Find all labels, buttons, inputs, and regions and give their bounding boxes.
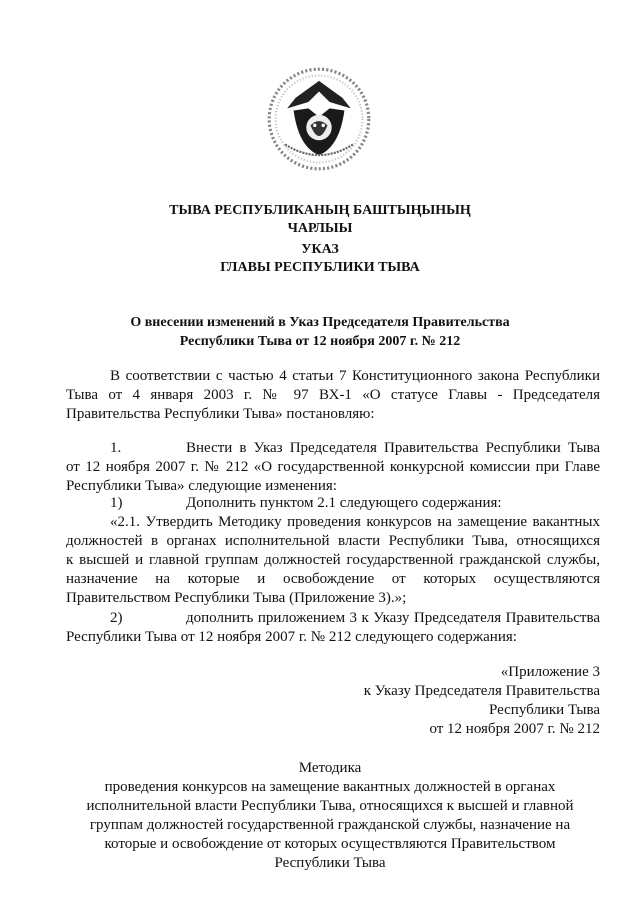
item-1-line bbox=[66, 439, 600, 458]
subitem-1 bbox=[66, 494, 600, 513]
methodology-title: Методика bbox=[298, 760, 362, 776]
header-line-republic: ТЫВА РЕСПУБЛИКАНЫҢ БАШТЫҢЫНЫҢ bbox=[169, 203, 471, 218]
header-line-charlyy: ЧАРЛЫЫ bbox=[287, 221, 353, 236]
methodology-heading bbox=[70, 759, 590, 873]
subitem-2-line: Республики Тыва от 12 ноября 2007 г. № 212 следующего содержания: bbox=[66, 629, 517, 645]
preamble-paragraph bbox=[66, 367, 600, 424]
subitem-1-text: Дополнить пунктом 2.1 следующего содержания: bbox=[186, 495, 502, 511]
item-1-line: от 12 ноября 2007 г. № 212 «О государственной конкурсной комиссии при Главе bbox=[66, 459, 600, 475]
methodology-line: Республики Тыва bbox=[274, 855, 386, 871]
subitem-2-number: 2) bbox=[110, 610, 123, 626]
item-1-text: Внести в Указ Председателя Правительства Республики Тыва bbox=[186, 440, 600, 456]
decree-issuer: ГЛАВЫ РЕСПУБЛИКИ ТЫВА bbox=[220, 260, 420, 275]
subject-line-2: Республики Тыва от 12 ноября 2007 г. № 212 bbox=[179, 334, 461, 349]
annex-reference bbox=[300, 663, 600, 739]
item-1-number: 1. bbox=[110, 440, 122, 456]
subitem-2 bbox=[66, 609, 600, 647]
methodology-line: проведения конкурсов на замещение вакантных должностей в органах bbox=[104, 779, 556, 795]
methodology-line: исполнительной власти Республики Тыва, относящихся к высшей и главной bbox=[86, 798, 574, 814]
subitem-1-line bbox=[66, 494, 600, 513]
annex-line: к Указу Председателя Правительства bbox=[363, 683, 600, 699]
item-1-line: Республики Тыва» следующие изменения: bbox=[66, 478, 337, 494]
preamble-line: В соответствии с частью 4 статьи 7 Конституционного закона Республики bbox=[110, 368, 600, 384]
clause-line: Правительством Республики Тыва (Приложение 3).»; bbox=[66, 590, 407, 606]
methodology-line: которые и освобождение от которых осуществляются Правительством bbox=[104, 836, 556, 852]
clause-line: назначение на которые и освобождение от которых осуществляются bbox=[66, 571, 600, 587]
methodology-line: группам должностей государственной гражданской службы, назначение на bbox=[89, 817, 571, 833]
coat-of-arms-emblem bbox=[266, 66, 372, 172]
item-1-paragraph bbox=[66, 439, 600, 496]
clause-line: к высшей и главной группам должностей государственной гражданской службы, bbox=[66, 552, 600, 568]
subitem-2-text: дополнить приложением 3 к Указу Председателя Правительства bbox=[186, 610, 600, 626]
subitem-1-number: 1) bbox=[110, 495, 123, 511]
decree-title: УКАЗ bbox=[301, 242, 339, 257]
clause-line: должностей в органах исполнительной власти Республики Тыва, относящихся bbox=[66, 533, 600, 549]
clause-line: «2.1. Утвердить Методику проведения конкурсов на замещение вакантных bbox=[110, 514, 600, 530]
subitem-2-line bbox=[66, 609, 600, 628]
preamble-line: Правительства Республики Тыва» постановляю: bbox=[66, 406, 375, 422]
annex-line: от 12 ноября 2007 г. № 212 bbox=[429, 721, 600, 737]
clause-2-1 bbox=[66, 513, 600, 608]
annex-line: «Приложение 3 bbox=[500, 664, 600, 680]
subject-line-1: О внесении изменений в Указ Председателя Правительства bbox=[130, 315, 510, 330]
annex-line: Республики Тыва bbox=[488, 702, 600, 718]
preamble-line: Тыва от 4 января 2003 г. № 97 ВХ-1 «О статусе Главы - Председателя bbox=[66, 387, 600, 403]
